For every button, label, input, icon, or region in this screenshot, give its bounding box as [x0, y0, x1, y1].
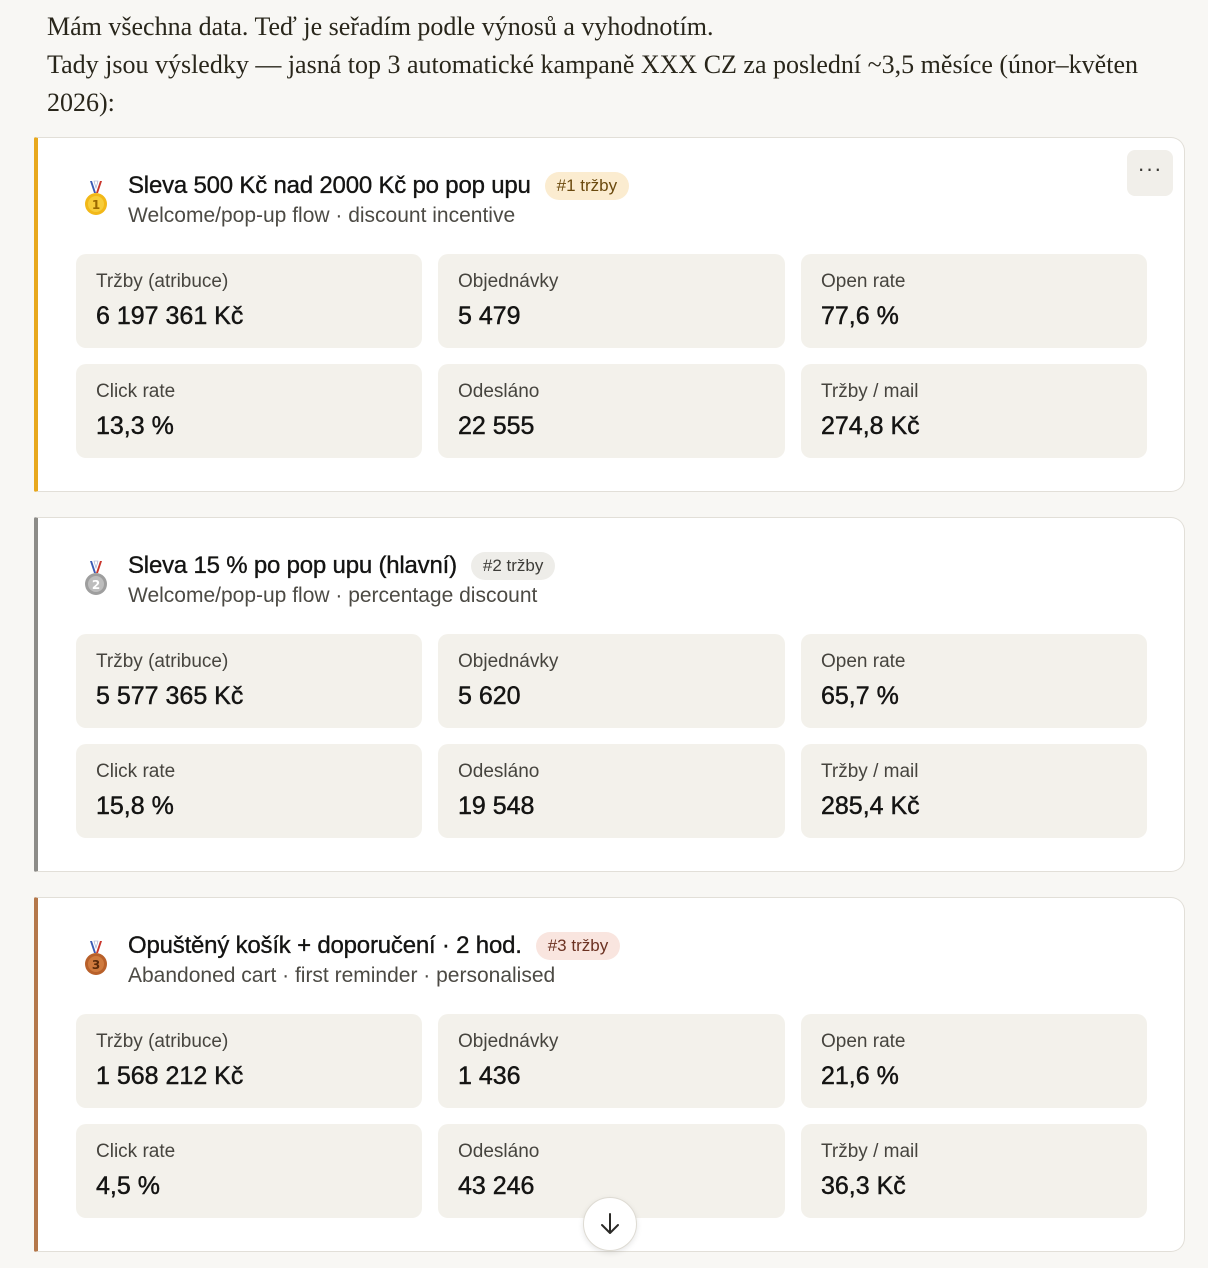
stat-label: Tržby (atribuce) [96, 271, 229, 292]
stat-revenue [76, 1014, 422, 1108]
stat-value: 1 568 212 Kč [96, 1062, 244, 1090]
stat-revenue-per-mail [801, 364, 1147, 458]
stat-label: Open rate [821, 651, 906, 672]
rank-badge: #2 tržby [471, 552, 555, 580]
rank-badge: #1 tržby [545, 172, 629, 200]
stat-label: Tržby (atribuce) [96, 1031, 229, 1052]
stat-sent [438, 364, 785, 458]
stat-label: Open rate [821, 271, 906, 292]
stat-orders [438, 254, 785, 348]
stat-label: Tržby (atribuce) [96, 651, 229, 672]
stat-label: Odesláno [458, 1141, 540, 1162]
gold-medal-icon [83, 180, 109, 216]
card-header [128, 550, 1114, 610]
stat-value: 15,8 % [96, 792, 174, 820]
stat-revenue-per-mail [801, 1124, 1147, 1218]
stat-label: Objednávky [458, 271, 559, 292]
card-header [128, 170, 1114, 230]
stat-label: Odesláno [458, 761, 540, 782]
medal-number: 1 [91, 198, 101, 212]
stat-label: Click rate [96, 1141, 176, 1162]
stat-revenue [76, 634, 422, 728]
stat-click-rate [76, 1124, 422, 1218]
card-header [128, 930, 1114, 990]
stat-open-rate [801, 1014, 1147, 1108]
stat-click-rate [76, 364, 422, 458]
scroll-to-bottom-button[interactable] [583, 1197, 637, 1251]
stat-value: 77,6 % [821, 302, 899, 330]
stat-revenue [76, 254, 422, 348]
stats-grid [76, 634, 1148, 838]
stat-label: Odesláno [458, 381, 540, 402]
stat-label: Objednávky [458, 1031, 559, 1052]
bronze-medal-icon [83, 940, 109, 976]
stat-value: 5 577 365 Kč [96, 682, 244, 710]
stat-value: 36,3 Kč [821, 1172, 906, 1200]
medal-number: 3 [91, 958, 101, 972]
stat-open-rate [801, 634, 1147, 728]
medal-number: 2 [91, 578, 101, 592]
stat-sent [438, 744, 785, 838]
arrow-down-icon [599, 1212, 621, 1236]
stat-label: Tržby / mail [821, 1141, 919, 1162]
stat-value: 13,3 % [96, 412, 174, 440]
stat-value: 43 246 [458, 1172, 535, 1200]
stat-value: 4,5 % [96, 1172, 160, 1200]
campaign-title: Sleva 15 % po pop upu (hlavní) [128, 552, 457, 579]
campaign-title: Opuštěný košík + doporučení · 2 hod. [128, 932, 522, 959]
stats-grid [76, 254, 1148, 458]
stat-value: 274,8 Kč [821, 412, 920, 440]
stat-value: 285,4 Kč [821, 792, 920, 820]
campaign-card-2 [34, 517, 1185, 872]
stat-value: 6 197 361 Kč [96, 302, 244, 330]
silver-medal-icon [83, 560, 109, 596]
campaign-subtitle: Welcome/pop-up flow · discount incentive [128, 204, 516, 227]
stat-label: Click rate [96, 381, 176, 402]
stat-value: 65,7 % [821, 682, 899, 710]
campaign-subtitle: Welcome/pop-up flow · percentage discount [128, 584, 538, 607]
stat-label: Tržby / mail [821, 381, 919, 402]
intro-line-1: Mám všechna data. Teď je seřadím podle výnosů a vyhodnotím. [47, 12, 714, 41]
intro-line-2: Tady jsou výsledky — jasná top 3 automatické kampaně XXX CZ za poslední ~3,5 měsíce (únor–květen 2026): [47, 50, 1138, 117]
stat-value: 5 620 [458, 682, 521, 710]
stats-grid [76, 1014, 1148, 1218]
stat-open-rate [801, 254, 1147, 348]
stat-label: Click rate [96, 761, 176, 782]
stat-label: Tržby / mail [821, 761, 919, 782]
rank-badge: #3 tržby [536, 932, 620, 960]
stat-label: Open rate [821, 1031, 906, 1052]
assistant-message-intro [47, 8, 1177, 122]
more-options-button[interactable]: ··· [1127, 150, 1173, 196]
stat-revenue-per-mail [801, 744, 1147, 838]
stat-orders [438, 634, 785, 728]
stat-orders [438, 1014, 785, 1108]
stat-click-rate [76, 744, 422, 838]
campaign-title: Sleva 500 Kč nad 2000 Kč po pop upu [128, 172, 531, 199]
campaign-card-1 [34, 137, 1185, 492]
stat-value: 22 555 [458, 412, 535, 440]
stat-value: 5 479 [458, 302, 521, 330]
campaign-subtitle: Abandoned cart · first reminder · personalised [128, 964, 556, 987]
stat-value: 1 436 [458, 1062, 521, 1090]
stat-label: Objednávky [458, 651, 559, 672]
stat-value: 19 548 [458, 792, 535, 820]
stat-value: 21,6 % [821, 1062, 899, 1090]
